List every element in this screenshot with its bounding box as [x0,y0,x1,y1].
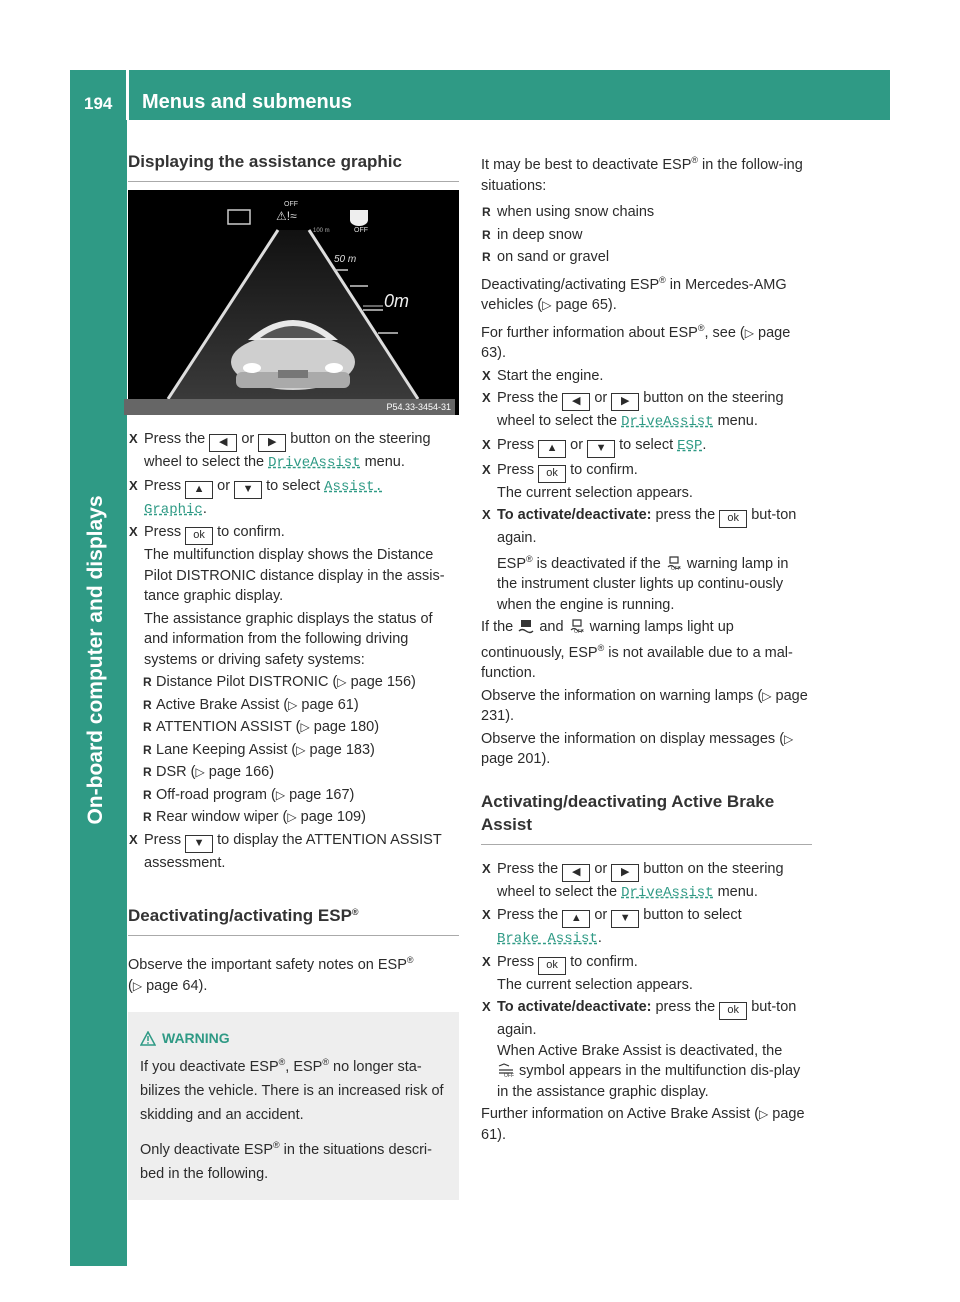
esp-icon-text: ⚠!≈ [276,209,297,223]
up-key-icon: ▲ [538,440,566,458]
assistance-graphic-figure [128,190,459,415]
right-column [481,150,812,1147]
left-key-icon: ◀ [562,864,590,882]
right-key-icon: ▶ [258,434,286,452]
figure-code: P54.33-3454-31 [124,399,455,415]
heading-rule [128,181,459,182]
step-confirm: X Press ok to confirm. The current selection appears. [481,952,812,996]
fig-label-off2: OFF [354,227,368,234]
ok-key-icon: ok [185,527,213,545]
amg-note: Deactivating/activating ESP® in Mercedes-AMG vehicles (▷ page 65). [481,274,787,313]
list-item: R Rear window wiper (▷ page 109) [128,807,459,828]
list-item: R Active Brake Assist (▷ page 61) [128,695,459,716]
step-select-driveassist: X Press the ◀ or ▶ button on the steering wheel to select the DriveAssist menu. [481,388,812,433]
brake-assist-off-icon [497,1062,515,1078]
ok-key-icon: ok [538,957,566,975]
right-key-icon: ▶ [611,393,639,411]
ok-key-icon: ok [538,465,566,483]
step-select-driveassist: X Press the ◀ or ▶ button on the steering wheel to select the DriveAssist menu. [128,429,459,474]
step-confirm: X Press ok to confirm. The current selection appears. [481,460,812,504]
step-select-assist-graphic: X Press ▲ or ▼ to select Assist. Graphic. [128,476,459,521]
section-heading-active-brake-assist: Activating/deactivating Active Brake Assist [481,791,775,834]
section-heading-esp: Deactivating/activating ESP® [128,906,359,925]
svg-text:OFF: OFF [573,629,584,634]
svg-text:OFF: OFF [504,1073,514,1078]
page-number: 194 [84,94,113,113]
step-activate-deactivate-esp: X To activate/deactivate: press the ok but-ton again. ESP® is deactivated if the OFF warning lamp in the instrument cluster lights up continu-ously when the engine is running. [481,505,812,615]
heading-rule [128,935,459,936]
left-key-icon: ◀ [562,393,590,411]
warning-text-2: Only deactivate ESP® in the situations descri-bed in the following. [140,1140,432,1182]
up-key-icon: ▲ [562,910,590,928]
further-info-esp: For further information about ESP®, see (▷ page 63). [481,322,791,361]
header-divider [126,70,129,120]
assistance-graphic-image [128,190,459,399]
warning-title: WARNING [140,1026,447,1050]
section-heading-assistance-graphic: Displaying the assistance graphic [128,152,402,171]
observe-display-messages: Observe the information on display messages (▷ page 201). [481,730,794,767]
right-key-icon: ▶ [611,864,639,882]
step-activate-deactivate-brake-assist: X To activate/deactivate: press the ok but-ton again. When Active Brake Assist is deactivated, the OFF symbol appears in the multifunction dis-play in the assistance graphic display. [481,997,812,1102]
page-title: Menus and submenus [142,91,353,113]
fig-label-50m: 50 m [334,254,357,265]
esp-off-warning-icon [665,555,683,571]
left-key-icon: ◀ [209,434,237,452]
observe-warning-lamps: Observe the information on warning lamps (▷ page 231). [481,687,808,724]
esp-warning-icon [517,618,535,634]
step-select-driveassist: X Press the ◀ or ▶ button on the steering wheel to select the DriveAssist menu. [481,859,812,904]
down-key-icon: ▼ [185,835,213,853]
step-select-esp: X Press ▲ or ▼ to select ESP. [481,435,812,458]
down-key-icon: ▼ [234,481,262,499]
down-key-icon: ▼ [611,910,639,928]
up-key-icon: ▲ [185,481,213,499]
step-confirm: X Press ok to confirm. The multifunction display shows the Distance Pilot DISTRONIC distance display in the assis-tance graphic display. [128,522,459,607]
list-item: R Distance Pilot DISTRONIC (▷ page 156) [128,672,459,693]
assistance-description: The assistance graphic displays the status of and information from the following driving systems or driving safety systems: [144,610,433,668]
esp-off-warning-icon [568,618,586,634]
list-item: R Lane Keeping Assist (▷ page 183) [128,740,459,761]
left-column [128,150,459,1200]
fig-label-100m: 100 m [313,228,330,234]
menu-driveassist: DriveAssist [268,455,361,471]
list-item: R Off-road program (▷ page 167) [128,785,459,806]
down-key-icon: ▼ [587,440,615,458]
list-item: R in deep snow [481,225,812,246]
warning-lamps-note: If the and OFF warning lamps light up continuously, ESP® is not available due to a mal-function. [481,619,793,681]
step-start-engine: X Start the engine. [481,366,812,387]
fig-label-off1: OFF [284,201,298,208]
step-select-brake-assist: X Press the ▲ or ▼ button to select Brake Assist. [481,905,812,950]
esp-intro: It may be best to deactivate ESP® in the follow-ing situations: [481,155,803,194]
coffee-cup-icon [350,210,368,226]
warning-triangle-icon [140,1031,156,1046]
side-tab-label: On-board computer and displays [84,495,107,825]
heading-rule [481,844,812,845]
esp-safety-note: Observe the important safety notes on ESP® (▷ page 64). [128,955,414,994]
ok-key-icon: ok [719,1002,747,1020]
list-item: R DSR (▷ page 166) [128,762,459,783]
fig-label-0m: 0m [384,291,410,311]
list-item: R on sand or gravel [481,247,812,268]
ok-key-icon: ok [719,510,747,528]
page-header [70,70,890,120]
list-item: R ATTENTION ASSIST (▷ page 180) [128,717,459,738]
list-item: R when using snow chains [481,202,812,223]
warning-box [128,1012,459,1200]
svg-text:OFF: OFF [670,565,681,571]
warning-text-1: If you deactivate ESP®, ESP® no longer sta-bilizes the vehicle. There is an increased risk of skidding and an accident. [140,1057,444,1123]
further-info-brake-assist: Further information on Active Brake Assist (▷ page 61). [481,1106,805,1143]
step-attention-assist: X Press ▼ to display the ATTENTION ASSIST assessment. [128,830,459,874]
